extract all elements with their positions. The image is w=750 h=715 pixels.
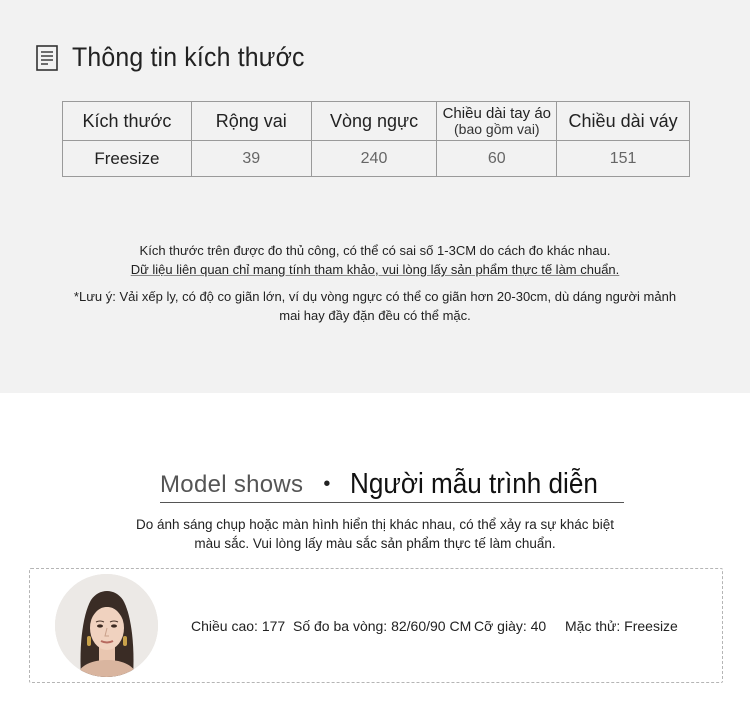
color-disclaimer xyxy=(0,515,750,553)
table-cell: Freesize xyxy=(63,141,192,177)
table-header-sleeve-sub: (bao gồm vai) xyxy=(454,121,540,137)
table-header: Kích thước xyxy=(63,102,192,141)
model-height: Chiều cao: 177 xyxy=(191,618,286,634)
table-header-row xyxy=(63,102,690,141)
title-separator: • xyxy=(323,473,331,495)
note-line: Dữ liệu liên quan chỉ mang tính tham khảo, vui lòng lấy sản phẩm thực tế làm chuẩn. xyxy=(130,262,620,277)
table-header-sleeve xyxy=(437,102,557,141)
table-header-sleeve-main: Chiều dài tay áo xyxy=(442,105,551,122)
table-cell: 39 xyxy=(191,141,311,177)
disclaimer-line: Do ánh sáng chụp hoặc màn hình hiển thị khác nhau, có thể xảy ra sự khác biệt xyxy=(135,517,615,532)
model-measurements: Số đo ba vòng: 82/60/90 CM xyxy=(293,618,472,634)
note-line: Kích thước trên được đo thủ công, có thể có sai số 1-3CM do cách đo khác nhau. xyxy=(139,243,611,258)
title-underline xyxy=(160,502,624,503)
note-line: *Lưu ý: Vải xếp ly, có độ co giãn lớn, ví dụ vòng ngực có thể co giãn hơn 20-30cm, dù dáng người mảnh xyxy=(73,289,677,304)
table-header: Rộng vai xyxy=(191,102,311,141)
fabric-note xyxy=(0,287,750,325)
model-wearing-size: Mặc thử: Freesize xyxy=(565,618,678,634)
disclaimer-line: màu sắc. Vui lòng lấy màu sắc sản phẩm thực tế làm chuẩn. xyxy=(194,536,556,551)
table-header: Chiều dài váy xyxy=(557,102,690,141)
model-title-vn: Người mẫu trình diễn xyxy=(350,468,599,500)
model-title-en: Model shows xyxy=(160,470,304,498)
table-cell: 60 xyxy=(437,141,557,177)
document-list-icon xyxy=(36,45,58,71)
avatar xyxy=(55,574,158,677)
table-cell: 151 xyxy=(557,141,690,177)
model-section-title xyxy=(160,468,626,501)
model-portrait-icon xyxy=(55,574,158,677)
note-line: mai hay đầy đặn đều có thể mặc. xyxy=(279,308,471,323)
model-shoe-size: Cỡ giày: 40 xyxy=(474,618,547,634)
table-row xyxy=(63,141,690,177)
measurement-note xyxy=(0,241,750,279)
table-header: Vòng ngực xyxy=(311,102,437,141)
size-table xyxy=(62,101,690,177)
size-info-heading xyxy=(36,42,325,73)
size-info-title: Thông tin kích thước xyxy=(72,42,305,72)
table-cell: 240 xyxy=(311,141,437,177)
